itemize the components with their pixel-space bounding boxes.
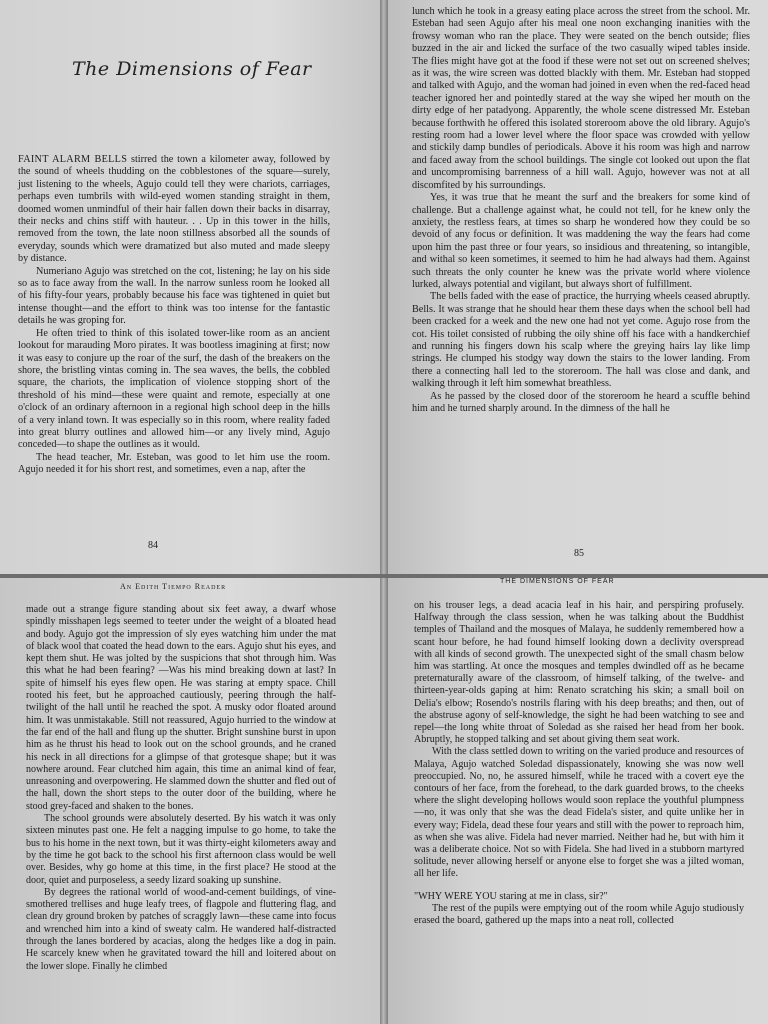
- lead-words: FAINT ALARM BELLS: [18, 154, 128, 165]
- paragraph: Yes, it was true that he meant the surf and the breakers for some kind of challenge. But a challenge against what, he could not tell, for he knew only the anxiety, the restless fears, at times so sharp he wondered how they could be so devoid of any focus or definition. It was maddening the way the fears had come upon him the past three or four years, so insidious and threatening, so intangible, and withal so keen sometimes, it seemed to him he had always had them. Against such threats the only counter he knew was the private world where violence lurked, always potential and vigilant, but always short of fulfillment.: [412, 192, 750, 290]
- page-bottom-left-text: [26, 604, 336, 973]
- paragraph: The head teacher, Mr. Esteban, was good to let him use the room. Agujo needed it for his short rest, and sometimes, even a nap, after the: [18, 451, 330, 476]
- page-85-text: [412, 6, 750, 415]
- paragraph: By degrees the rational world of wood-and-cement buildings, of vine-smothered trellises and huge leafy trees, of flagpole and fluttering flag, and clean dry ground broken by patches of scraggly lawn—these came into focus and wrenched him into a kind of sweaty calm. He wandered half-distracted through the lanes bordered by acacias, along the hedges like a dog in pain. He scarcely knew when he gravitated toward the hill and loitered about on the lower slope. Finally he climbed: [26, 886, 336, 972]
- paragraph: As he passed by the closed door of the storeroom he heard a scuffle behind him and he turned sharply around. In the dimness of the hall he: [412, 390, 750, 414]
- page-84: [0, 0, 384, 576]
- page-84-text: [18, 154, 330, 477]
- paragraph: The school grounds were absolutely deserted. By his watch it was only sixteen minutes past one. He felt a nagging impulse to go home, to take the bus to his home in the next town, but it was thirty-eight kilometers away and by the time he got back to the school his first afternoon class would be well over. Besides, why go home at this time, in the first place? He stood at the door, quiet and purposeless, a seedy lizard soaking up sunshine.: [26, 813, 336, 886]
- running-head: THE DIMENSIONS OF FEAR: [500, 578, 615, 585]
- chapter-title: The Dimensions of Fear: [72, 58, 312, 80]
- page-bottom-left: [0, 576, 384, 1024]
- spread-divider: [0, 574, 768, 578]
- page-85: [384, 0, 768, 576]
- paragraph-text: stirred the town a kilometer away, followed by the sound of wheels thudding on the cobblestones of the square—surely, just listening to the wheels, Agujo could tell they were chariots, carriages, perhaps even tumbrils with wild-eyed women standing straight in them, doomed women unmindful of their hair fallen down their backs in disarray, their necks and chins stiff with hauteur. . . Up in this tower in the hills, removed from the town, the late noon stillness absorbed all the sounds of everyday, sounds which were dramatized but also muted and made sleepy by distance.: [18, 154, 330, 265]
- paragraph: Numeriano Agujo was stretched on the cot, listening; he lay on his side so as to face away from the wall. In the narrow sunless room he looked all of his fifty-four years, probably because his face was tightened in quiet but intense thought—and the effort to think was too intense for the fantastic details he was groping for.: [18, 265, 330, 327]
- page-bottom-right-text: [414, 600, 744, 927]
- paragraph: With the class settled down to writing on the varied produce and resources of Malaya, Agujo watched Soledad dispassionately, knowing she was now well preoccupied. No, no, he assured himself, while he traced with a covert eye the contours of her face, from the forehead, to the dark guarded brows, to the cheeks where the slight developing hollows would soon replace the youthful plumpness—no, it was only that she was the dead Fidela's sister, and quite unlike her in every way; Fidela, dead these four years and still with the power to reproach him, as when she was alive. Fidela had never married. Neither had he, but with him it was a deliberate choice. Not so with Fidela. She had lived in a stubborn martyred solitude, never allowing herself or anyone else to forget she was a jilted woman, all her life.: [414, 746, 744, 880]
- paragraph: on his trouser legs, a dead acacia leaf in his hair, and perspiring profusely. Halfway through the class session, when he was talking about the Buddhist temples of Thailand and the mosques of Malaya, he suddenly remembered how a scant hour before, he had found himself looking down a declivity overspread with all kinds of second growth. The unexpected sight of the small chasm below him was startling. At once the mosques and temples dwindled off as he became preternaturally aware of the classroom, of himself talking, of the twelve- and thirteen-year-olds gaping at him: Renato scratching his skin; a small boil on Delia's elbow; Rosendo's nostrils flaring with his deep breaths; and then, out of the abstruse agony of self-knowledge, the sight he had been watching to see and repel—the long white throat of Soledad as she raised her head from her book. Abruptly, he stopped talking and set about giving them seat work.: [414, 600, 744, 746]
- page-number: 85: [574, 548, 584, 559]
- paragraph: lunch which he took in a greasy eating place across the street from the school. Mr. Esteban had seen Agujo after his meal one noon exchanging inanities with the frowsy woman who ran the place. They were seated on the bench outside; flies buzzed in the air and licked the surface of the two casually wiped tables inside. The flies might have got at the food if these were not set out on screened shelves; as it was, the wire screen was dotted blackly with them. Mr. Esteban had stopped and talked with Agujo, and the woman had joined in even when the red-faced head teacher ignored her and pointedly stared at the way she wiped her mouth on the dirty edge of her patadyong. Apparently, the whole scene distressed Mr. Esteban because forthwith he offered this isolated storeroom above the old library. Agujo's resting room had a lower level where the floor space was crowded with yellow and stickily damp bundles of periodicals. Above it his room was high and narrow and faced away from the school buildings. The single cot looked out upon the flat and uncompromising barrenness of a hill wall. Agujo, however was not at all discomfited by his surroundings.: [412, 6, 750, 191]
- running-head: An Edith Tiempo Reader: [120, 582, 227, 591]
- paragraph: He often tried to think of this isolated tower-like room as an ancient lookout for marauding Moro pirates. It was bootless imagining at first; now it was easy to conjure up the roar of the surf, the dash of the breakers on the shore, the bristling vintas coming in. The sea waves, the bells, the cobbled square, the chariots, the implication of violence stopping short of the threshold of his mind—these were quaint and remote, especially at one o'clock of an ordinary afternoon in a regional high school deep in the hills of a very inland town. It was especially so in this room, where reality faded into great blurry outlines and allowed him—or any lively mind, Agujo conceded—to shape the outlines as it would.: [18, 327, 330, 451]
- page-number: 84: [148, 540, 158, 551]
- paragraph: The bells faded with the ease of practice, the hurrying wheels ceased abruptly. Bells. It was strange that he should hear them these days when the school bell had been cracked for a week and the new one had not yet come. Agujo rose from the cot. His toilet consisted of rubbing the oily shine off his face with a handkerchief and running his fingers down his scalp where the greying hairs lay like limp strings. He clumped his stodgy way down the stairs to the lower landing. From there a connecting hall led to the storeroom. The hall was close and dank, and walking through it left him somewhat breathless.: [412, 291, 750, 390]
- paragraph: The rest of the pupils were emptying out of the room while Agujo studiously erased the board, gathered up the maps into a neat roll, collected: [414, 902, 744, 927]
- page-bottom-right: [384, 576, 768, 1024]
- paragraph: [18, 154, 330, 266]
- paragraph: "WHY WERE YOU staring at me in class, sir?": [414, 890, 608, 902]
- paragraph: made out a strange figure standing about six feet away, a dwarf whose spindly misshapen legs seemed to teeter under the weight of a bloated head and body. Agujo got the impression of sly eyes watching him under the mat of black wool that coated the head down to the ears. Agujo shut his eyes, and kept them shut. He was jolted by the suspicions that shot through him. Was this what he had been fearing? —Was his mind breaking down at last? In spite of himself his eyes flew open. He was staring at empty space. Chill rooted his feet, but he approached cautiously, peering through the half-twilight of the hall until he reached the spot. A musky odor floated around him. It was unmistakable. Still not reassured, Agujo hurried to the window at the far end of the hall and flung up the shutter. Bright sunshine burst in upon him as he thrust his head to look out on the school grounds, and he craned his neck in all directions for a glimpse of that grotesque shape; but it was nowhere around. Fear clutched him again, this time an animal kind of fear, unreasoning and overpowering. He slammed down the shutter and fled out of the hall, down the short steps to the outer door of the building, where he stood grey-faced and shaken to the bones.: [26, 604, 336, 812]
- book-gutter: [380, 0, 388, 1024]
